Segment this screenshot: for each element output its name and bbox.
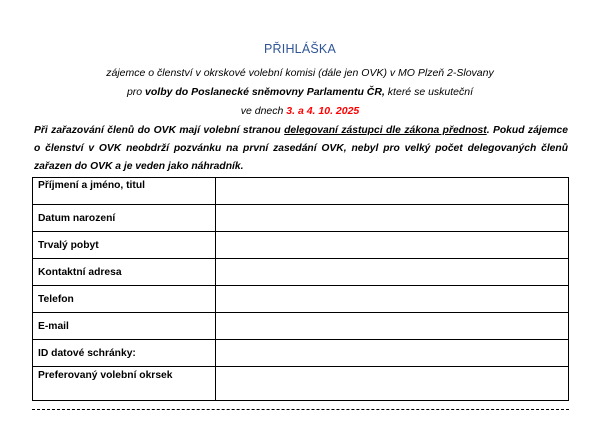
form-row-birthdate bbox=[33, 205, 569, 232]
label-databox-id: ID datové schránky: bbox=[33, 340, 216, 367]
form-row-name bbox=[33, 178, 569, 205]
page-title: PŘIHLÁŠKA bbox=[264, 42, 336, 56]
form-row-email bbox=[33, 313, 569, 340]
applicant-form-table bbox=[32, 177, 569, 401]
priority-notice bbox=[34, 122, 568, 176]
field-preferred-district[interactable] bbox=[216, 367, 569, 401]
notice-line-2: o členství v OVK neobdrží pozvánku na první zasedání OVK, nebyl pro velký počet delegovaných členů bbox=[34, 143, 568, 154]
subtitle-line-3 bbox=[0, 105, 600, 117]
field-birthdate[interactable] bbox=[216, 205, 569, 232]
notice-text-1: Při zařazování členů do OVK mají volební stranou bbox=[34, 125, 285, 136]
notice-line-1 bbox=[34, 122, 568, 140]
field-name[interactable] bbox=[216, 178, 569, 205]
form-row-residence bbox=[33, 232, 569, 259]
label-birthdate: Datum narození bbox=[33, 205, 216, 232]
label-name: Příjmení a jméno, titul bbox=[33, 178, 216, 205]
subtitle-line-1: zájemce o členství v okrskové volební komisi (dále jen OVK) v MO Plzeň 2-Slovany bbox=[106, 67, 494, 79]
field-contact-address[interactable] bbox=[216, 259, 569, 286]
subtitle-line-2 bbox=[0, 86, 600, 98]
label-phone: Telefon bbox=[33, 286, 216, 313]
form-row-databox-id bbox=[33, 340, 569, 367]
label-email: E-mail bbox=[33, 313, 216, 340]
notice-line-3: zařazen do OVK a je veden jako náhradník. bbox=[34, 161, 244, 172]
election-name: volby do Poslanecké sněmovny Parlamentu ČR, bbox=[145, 86, 385, 98]
subtitle-line-2-suffix: které se uskuteční bbox=[384, 86, 474, 98]
form-row-contact-address bbox=[33, 259, 569, 286]
notice-text-2: . Pokud zájemce bbox=[486, 125, 568, 136]
label-contact-address: Kontaktní adresa bbox=[33, 259, 216, 286]
form-row-preferred-district bbox=[33, 367, 569, 401]
field-residence[interactable] bbox=[216, 232, 569, 259]
field-databox-id[interactable] bbox=[216, 340, 569, 367]
dashed-separator bbox=[32, 409, 569, 410]
subtitle-line-2-prefix: pro bbox=[126, 86, 146, 98]
field-phone[interactable] bbox=[216, 286, 569, 313]
election-dates: 3. a 4. 10. 2025 bbox=[286, 105, 360, 117]
form-row-phone bbox=[33, 286, 569, 313]
dates-prefix: ve dnech bbox=[240, 105, 287, 117]
notice-underlined: delegovaní zástupci dle zákona přednost bbox=[284, 125, 487, 136]
label-residence: Trvalý pobyt bbox=[33, 232, 216, 259]
label-preferred-district: Preferovaný volební okrsek bbox=[33, 367, 216, 401]
field-email[interactable] bbox=[216, 313, 569, 340]
